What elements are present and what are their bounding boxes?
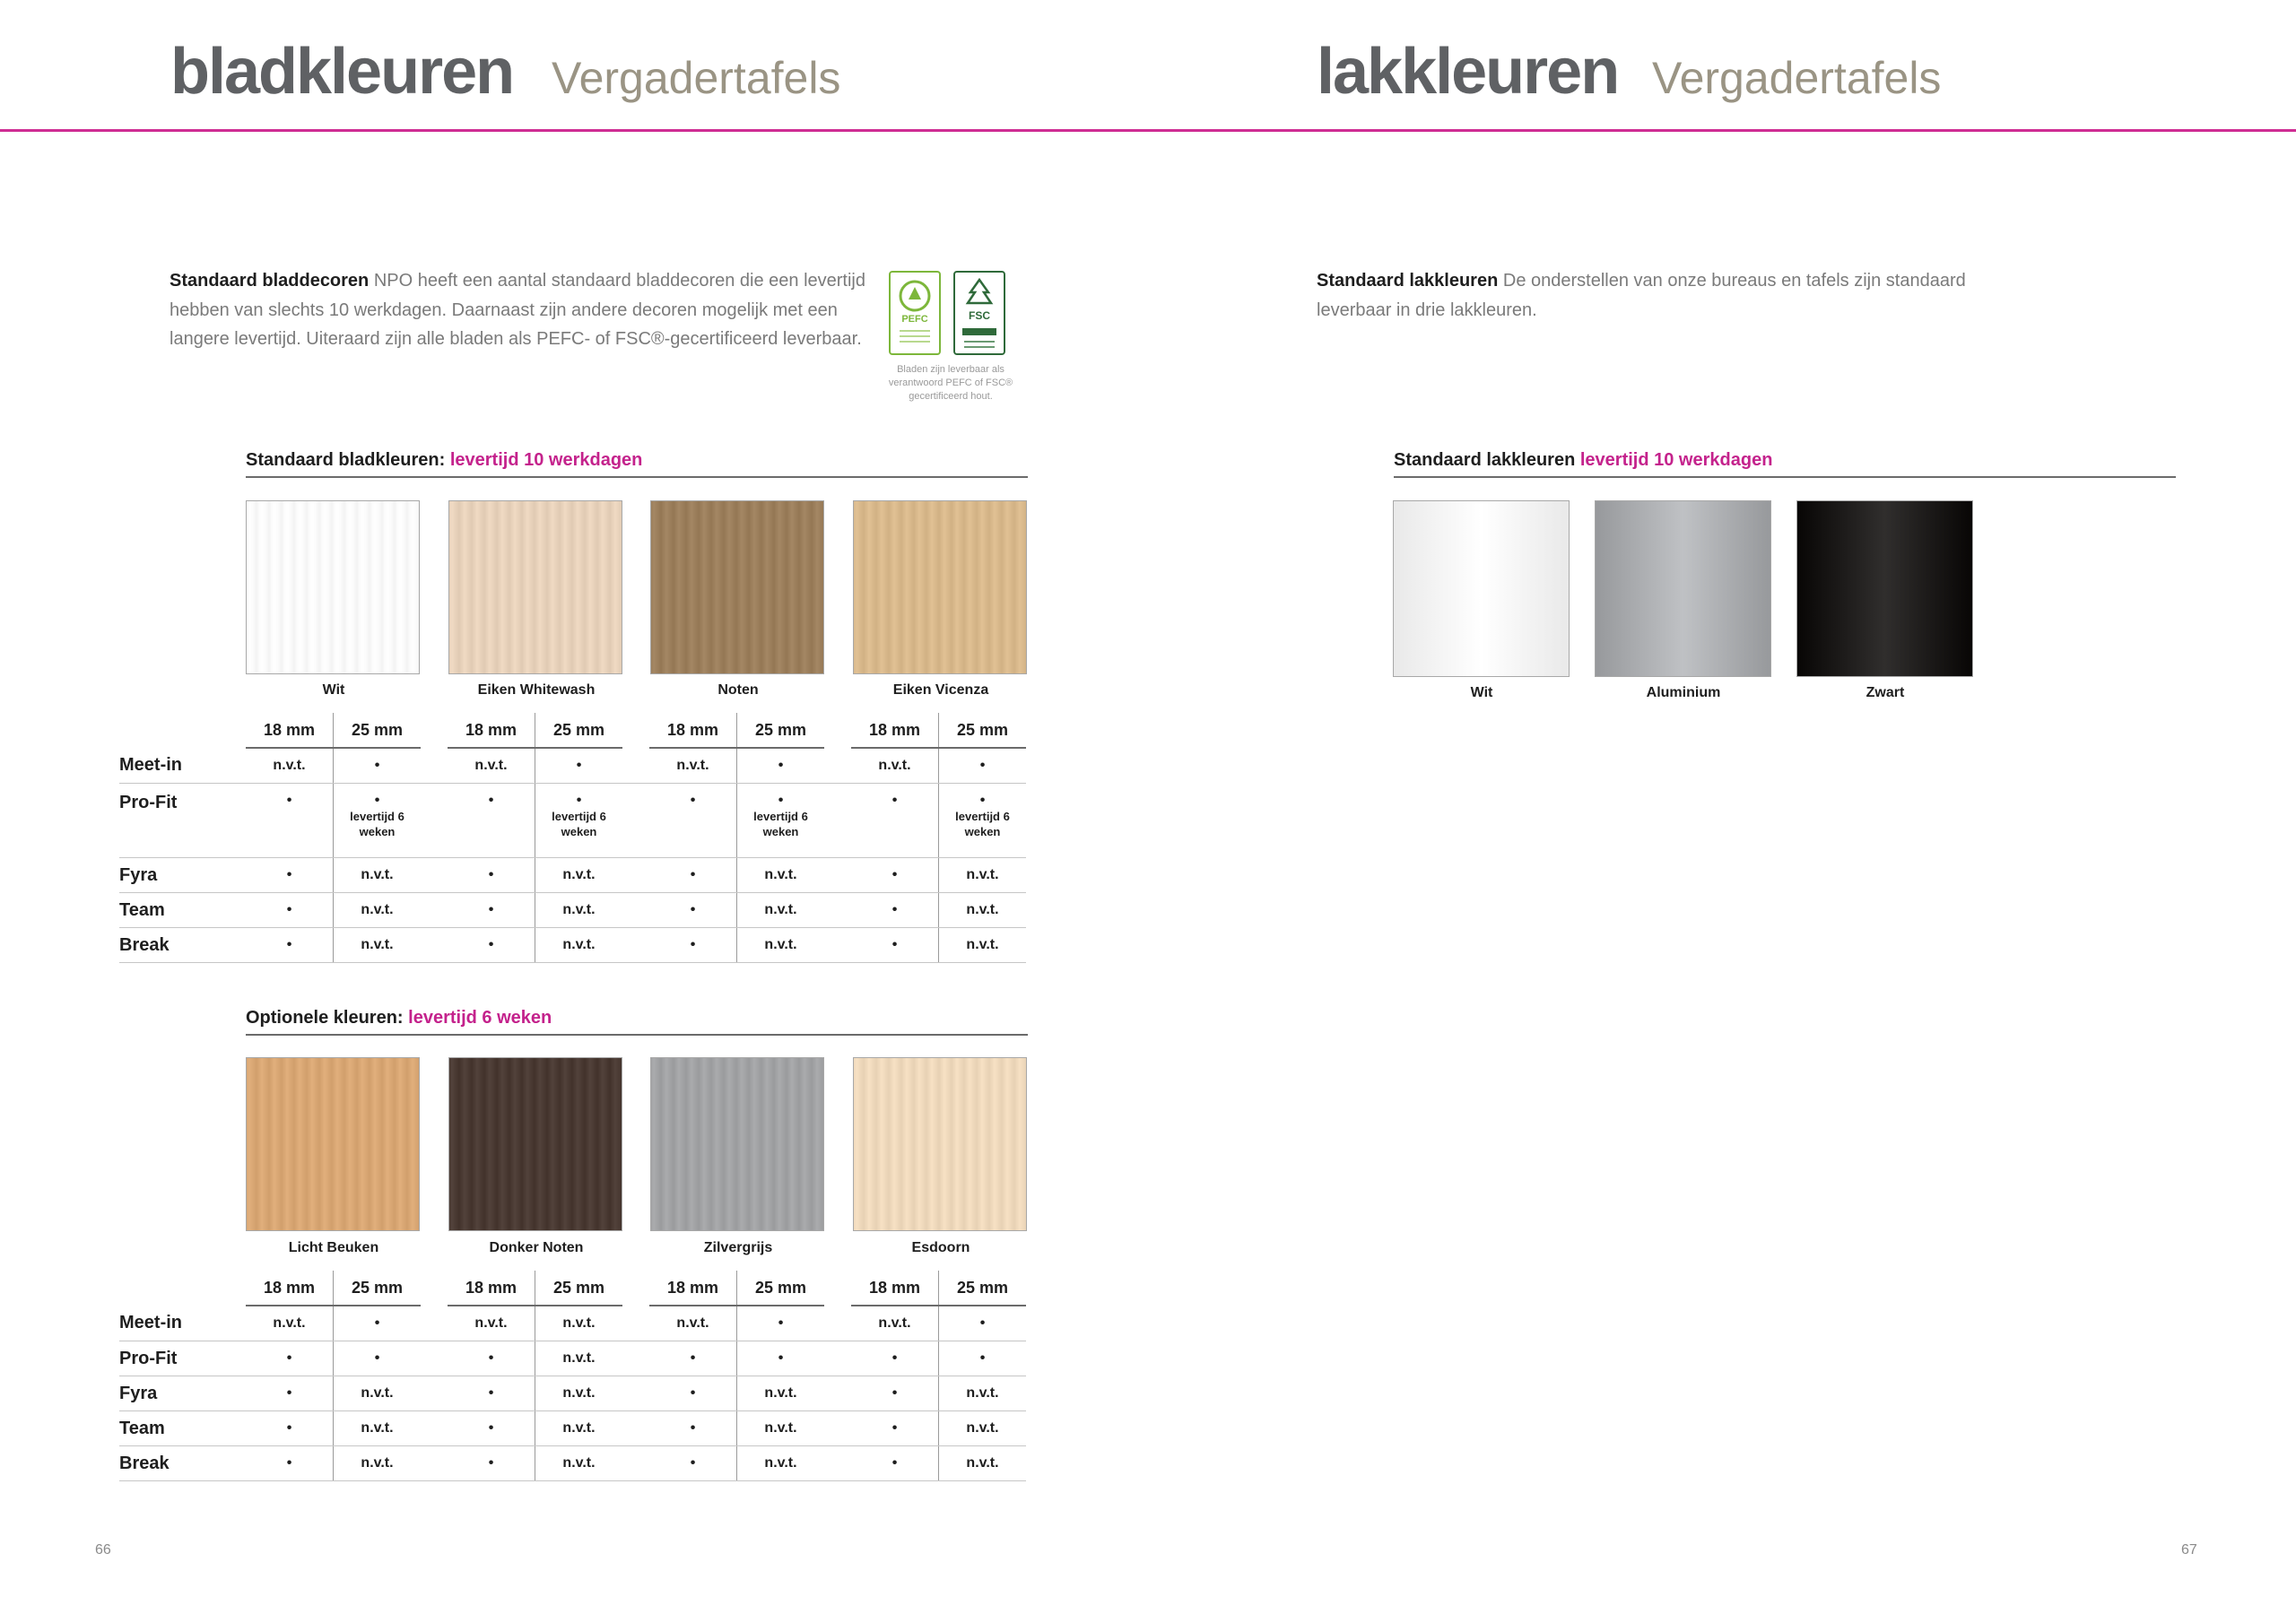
pefc-logo-icon	[889, 271, 941, 355]
cell: •	[939, 1306, 1027, 1341]
standard-section-title-text: Standaard bladkleuren:	[246, 450, 450, 470]
cell: •	[939, 748, 1027, 784]
col-25mm: 25 mm	[939, 713, 1027, 748]
col-18mm: 18 mm	[246, 1271, 334, 1306]
cell: •	[851, 1446, 939, 1481]
left-page-subtitle: Vergadertafels	[552, 53, 841, 103]
cell: •	[246, 1446, 334, 1481]
cell: •	[334, 1306, 422, 1341]
cell: •	[246, 893, 334, 928]
cell: •	[851, 893, 939, 928]
col-25mm: 25 mm	[939, 1271, 1027, 1306]
swatch-label-lak-aluminium: Aluminium	[1646, 685, 1721, 700]
cell: •	[737, 1341, 825, 1376]
cell: •	[851, 928, 939, 963]
col-18mm: 18 mm	[448, 1271, 535, 1306]
row-label: Team	[119, 893, 246, 928]
swatch-label-lak-wit: Wit	[1470, 685, 1493, 700]
row-label: Pro-Fit	[119, 784, 246, 858]
cell: •	[851, 1411, 939, 1446]
header-divider	[0, 129, 2296, 132]
cell: n.v.t.	[535, 1446, 623, 1481]
cell: n.v.t.	[535, 1341, 623, 1376]
cell: •	[246, 858, 334, 893]
swatch-esdoorn	[853, 1057, 1027, 1231]
cell-note: levertijd 6 weken	[552, 810, 606, 838]
cell: •	[649, 893, 737, 928]
table-row	[119, 893, 1026, 928]
optional-availability-table	[119, 1271, 1026, 1481]
swatch-label-wit: Wit	[322, 682, 345, 698]
row-label: Break	[119, 1446, 246, 1481]
cell: n.v.t.	[535, 858, 623, 893]
col-18mm: 18 mm	[851, 713, 939, 748]
col-25mm: 25 mm	[737, 1271, 825, 1306]
cell: n.v.t.	[939, 1411, 1027, 1446]
cell	[535, 784, 623, 858]
cert-caption: Bladen zijn leverbaar als verantwoord PEFC of FSC® gecertificeerd hout.	[888, 364, 1013, 402]
cell: •	[851, 858, 939, 893]
cell: •	[649, 858, 737, 893]
cell: •	[246, 1411, 334, 1446]
right-intro-bold: Standaard lakkleuren	[1317, 271, 1499, 291]
optional-section-title	[246, 1005, 552, 1030]
table-row	[119, 1411, 1026, 1446]
cell: •	[851, 784, 939, 858]
cell: •	[448, 1446, 535, 1481]
cell-value: •	[778, 793, 784, 808]
cell: •	[334, 748, 422, 784]
cell	[939, 784, 1027, 858]
cell: •	[851, 1341, 939, 1376]
swatch-lak-zwart	[1796, 500, 1973, 677]
left-intro-text: NPO heeft een aantal standaard bladdecoren die een levertijd hebben van slechts 10 werkdagen. Daarnaast zijn andere decoren mogelijk met een langere levertijd. Uiteraard zijn alle bladen als PEFC- of FSC®-gecertificeerd leverbaar.	[170, 271, 865, 349]
cell: n.v.t.	[448, 748, 535, 784]
cell: n.v.t.	[535, 1411, 623, 1446]
cell: •	[939, 1341, 1027, 1376]
row-label: Meet-in	[119, 748, 246, 784]
pefc-label: PEFC	[901, 314, 928, 325]
cell: n.v.t.	[737, 1446, 825, 1481]
swatch-lak-wit	[1393, 500, 1570, 677]
cell: n.v.t.	[334, 893, 422, 928]
swatch-zilvergrijs	[650, 1057, 824, 1231]
page-number-right: 67	[2181, 1542, 2197, 1558]
standard-availability-table	[119, 713, 1026, 963]
cell-value: •	[979, 793, 986, 808]
right-intro-text: De onderstellen van onze bureaus en tafels zijn standaard leverbaar in drie lakkleuren.	[1317, 271, 1966, 320]
swatch-licht-beuken	[246, 1057, 420, 1231]
cell: n.v.t.	[851, 1306, 939, 1341]
cell: •	[737, 1306, 825, 1341]
lak-section-line	[1394, 476, 2176, 478]
cell-value: •	[374, 793, 380, 808]
cell: n.v.t.	[334, 1376, 422, 1411]
cell: n.v.t.	[939, 928, 1027, 963]
cell: •	[649, 784, 737, 858]
cell: n.v.t.	[535, 1306, 623, 1341]
cell: •	[448, 1341, 535, 1376]
cell: n.v.t.	[246, 1306, 334, 1341]
cell	[737, 784, 825, 858]
cell: •	[851, 1376, 939, 1411]
row-label: Meet-in	[119, 1306, 246, 1341]
optional-section-title-text: Optionele kleuren:	[246, 1008, 409, 1028]
right-page-subtitle: Vergadertafels	[1652, 53, 1942, 103]
cell: •	[448, 784, 535, 858]
col-18mm: 18 mm	[649, 713, 737, 748]
cell: •	[649, 1341, 737, 1376]
cell: •	[246, 1341, 334, 1376]
row-label: Break	[119, 928, 246, 963]
col-18mm: 18 mm	[448, 713, 535, 748]
cell-note: levertijd 6 weken	[350, 810, 404, 838]
cell: •	[649, 1446, 737, 1481]
cell: •	[448, 893, 535, 928]
cell: n.v.t.	[939, 1376, 1027, 1411]
table-row	[119, 748, 1026, 784]
left-intro-bold: Standaard bladdecoren	[170, 271, 370, 291]
cell-note: levertijd 6 weken	[955, 810, 1010, 838]
table-header-row	[119, 713, 1026, 748]
swatch-noten	[650, 500, 824, 674]
cell: n.v.t.	[649, 1306, 737, 1341]
cell: n.v.t.	[737, 1376, 825, 1411]
cell: •	[448, 1376, 535, 1411]
standard-section-highlight: levertijd 10 werkdagen	[449, 450, 643, 470]
swatch-label-zilvergrijs: Zilvergrijs	[703, 1240, 773, 1255]
swatch-label-lak-zwart: Zwart	[1866, 685, 1905, 700]
fsc-label: FSC	[969, 309, 990, 322]
left-page-title: bladkleuren	[170, 36, 514, 108]
swatch-lak-aluminium	[1595, 500, 1771, 677]
cell: •	[246, 784, 334, 858]
lak-section-highlight: levertijd 10 werkdagen	[1579, 450, 1773, 470]
row-label: Team	[119, 1411, 246, 1446]
cell: n.v.t.	[649, 748, 737, 784]
cell: n.v.t.	[535, 893, 623, 928]
lak-section-title	[1394, 447, 1772, 473]
swatch-label-eiken-whitewash: Eiken Whitewash	[477, 682, 596, 698]
table-row	[119, 1376, 1026, 1411]
col-18mm: 18 mm	[649, 1271, 737, 1306]
table-row	[119, 1446, 1026, 1481]
lak-section-title-text: Standaard lakkleuren	[1394, 450, 1580, 470]
cell-note: levertijd 6 weken	[753, 810, 808, 838]
cell: •	[246, 928, 334, 963]
cell: n.v.t.	[939, 1446, 1027, 1481]
cell: n.v.t.	[737, 858, 825, 893]
cell: n.v.t.	[334, 928, 422, 963]
swatch-wit	[246, 500, 420, 674]
table-row	[119, 784, 1026, 858]
standard-section-line	[246, 476, 1028, 478]
cell: n.v.t.	[851, 748, 939, 784]
row-label: Pro-Fit	[119, 1341, 246, 1376]
right-intro-paragraph	[1317, 266, 2016, 325]
col-18mm: 18 mm	[246, 713, 334, 748]
col-25mm: 25 mm	[737, 713, 825, 748]
row-label: Fyra	[119, 858, 246, 893]
optional-section-highlight: levertijd 6 weken	[408, 1008, 552, 1028]
cell: n.v.t.	[737, 928, 825, 963]
cell: •	[737, 748, 825, 784]
table-row	[119, 1341, 1026, 1376]
cell: n.v.t.	[334, 858, 422, 893]
cell: n.v.t.	[334, 1446, 422, 1481]
cell: •	[448, 858, 535, 893]
cell: •	[334, 1341, 422, 1376]
cell: n.v.t.	[939, 858, 1027, 893]
cell: n.v.t.	[535, 1376, 623, 1411]
cell: n.v.t.	[737, 893, 825, 928]
cell: n.v.t.	[535, 928, 623, 963]
cell	[334, 784, 422, 858]
table-header-row	[119, 1271, 1026, 1306]
cell: •	[246, 1376, 334, 1411]
page-number-left: 66	[95, 1542, 111, 1558]
swatch-label-licht-beuken: Licht Beuken	[288, 1240, 379, 1255]
cell: •	[649, 1376, 737, 1411]
cell: •	[649, 1411, 737, 1446]
swatch-eiken-vicenza	[853, 500, 1027, 674]
swatch-label-eiken-vicenza: Eiken Vicenza	[892, 682, 989, 698]
cell: n.v.t.	[737, 1411, 825, 1446]
cell: •	[649, 928, 737, 963]
col-18mm: 18 mm	[851, 1271, 939, 1306]
col-25mm: 25 mm	[535, 713, 623, 748]
swatch-label-noten: Noten	[718, 682, 759, 698]
cell: •	[448, 1411, 535, 1446]
table-row	[119, 1306, 1026, 1341]
col-25mm: 25 mm	[334, 1271, 422, 1306]
right-page-title: lakkleuren	[1317, 36, 1619, 108]
cell: n.v.t.	[939, 893, 1027, 928]
cell: n.v.t.	[334, 1411, 422, 1446]
cell: •	[448, 928, 535, 963]
cell: n.v.t.	[448, 1306, 535, 1341]
left-intro-paragraph	[170, 266, 869, 354]
fsc-logo-icon	[953, 271, 1005, 355]
optional-section-line	[246, 1034, 1028, 1036]
swatch-label-esdoorn: Esdoorn	[911, 1240, 970, 1255]
cell: •	[535, 748, 623, 784]
standard-section-title	[246, 447, 642, 473]
table-row	[119, 858, 1026, 893]
col-25mm: 25 mm	[535, 1271, 623, 1306]
cell-value: •	[576, 793, 582, 808]
swatch-donker-noten	[448, 1057, 622, 1231]
col-25mm: 25 mm	[334, 713, 422, 748]
cell: n.v.t.	[246, 748, 334, 784]
table-row	[119, 928, 1026, 963]
swatch-eiken-whitewash	[448, 500, 622, 674]
row-label: Fyra	[119, 1376, 246, 1411]
swatch-label-donker-noten: Donker Noten	[489, 1240, 584, 1255]
